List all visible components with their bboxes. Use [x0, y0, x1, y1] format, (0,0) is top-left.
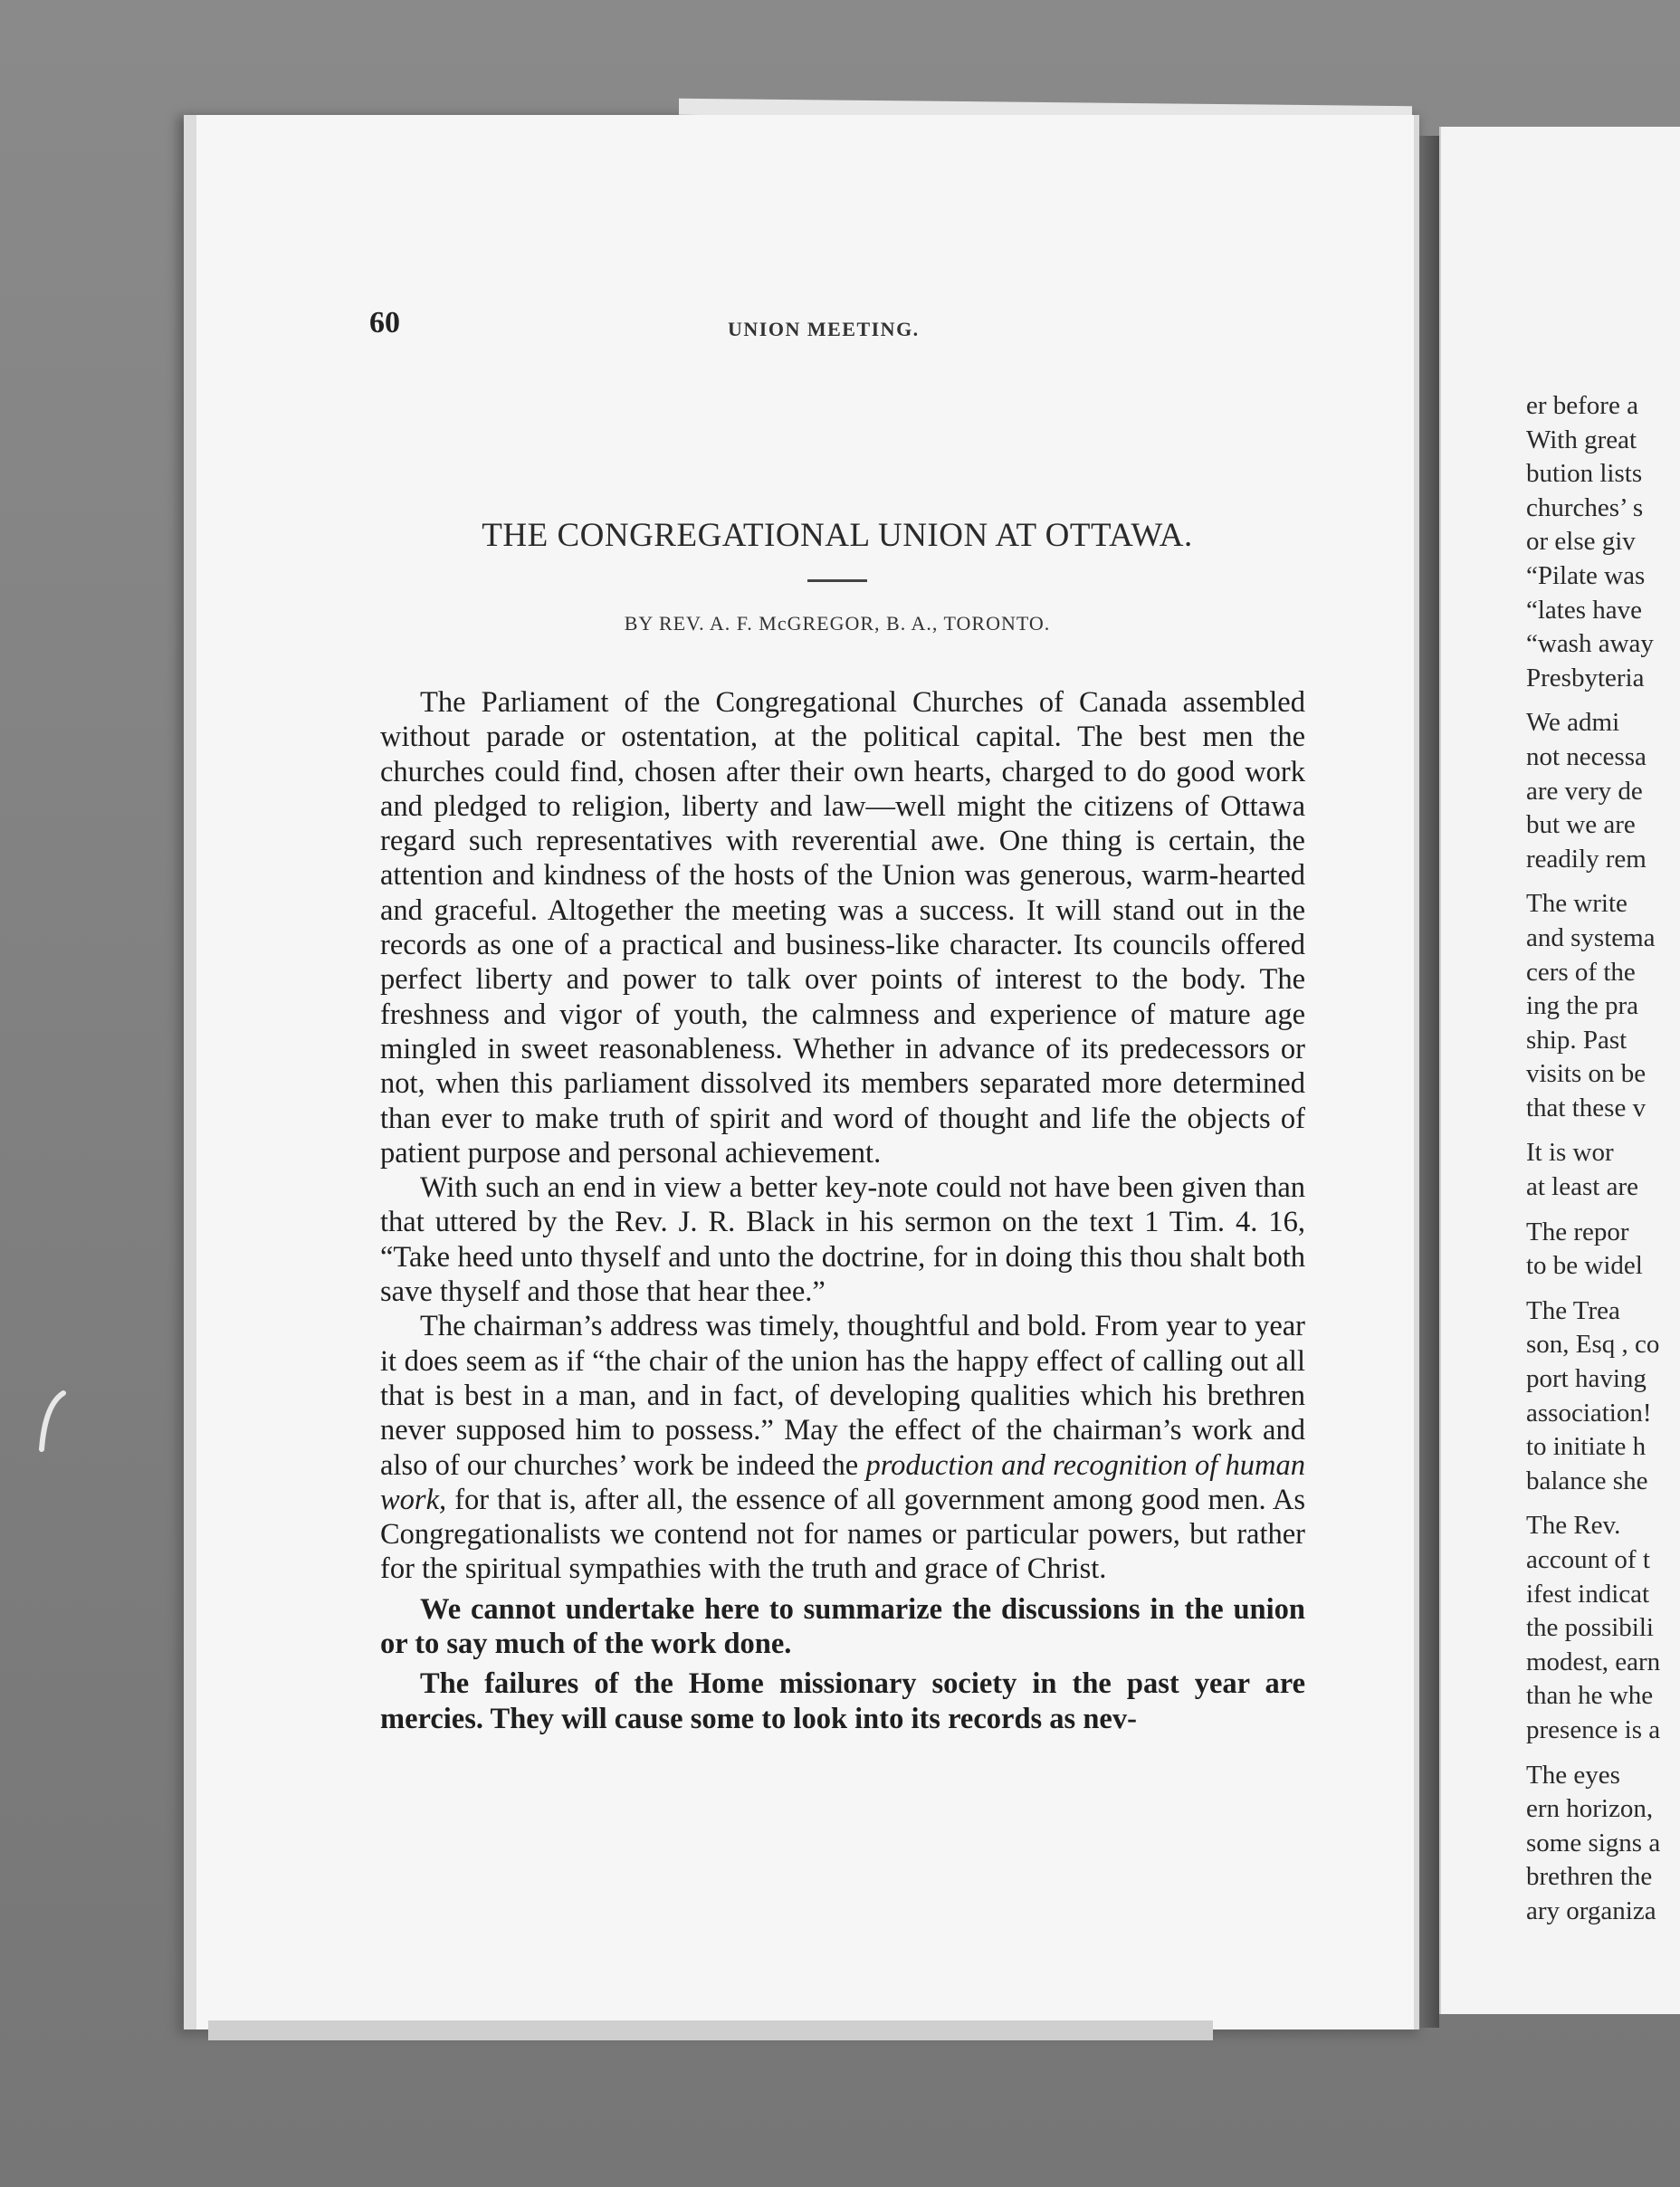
facing-page-line: to be widel [1526, 1251, 1643, 1281]
facing-page-line: modest, earn [1526, 1647, 1661, 1676]
article-byline: BY REV. A. F. McGREGOR, B. A., TORONTO. [624, 612, 1051, 635]
facing-page-line: but we are [1526, 810, 1636, 840]
running-title: UNION MEETING. [728, 318, 920, 340]
facing-page-line: The Trea [1526, 1295, 1620, 1325]
facing-page-line: balance she [1526, 1466, 1648, 1495]
paragraph [380, 1309, 1305, 1586]
facing-page-line: brethren the [1526, 1862, 1653, 1892]
paragraph-text: for that is, after all, the essence of all government among good men. As Congregationalists we contend not for names or particular powers, but rather for the spiritual sympathies with the truth and grace of Christ. [380, 1483, 1306, 1586]
page-bottom-edge [208, 2020, 1213, 2040]
paragraph-text: The chairman’s address was timely, thoughtful and bold. From year to year it does seem as if “the chair of the union has the happy effect of calling out all that is best in a man, and in fact, of developing qualities which his brethren never supposed him to possess.” May the effect of the chairman’s work and also of our churches’ work be indeed the [380, 1310, 1305, 1482]
facing-page-line: cers of the [1526, 957, 1636, 987]
facing-page-line: that these v [1526, 1093, 1647, 1122]
paragraph: We cannot undertake here to summarize the discussions in the union or to say much of the work done. [380, 1592, 1305, 1661]
facing-page-line: churches’ s [1526, 492, 1644, 522]
facing-page-line: are very de [1526, 776, 1643, 806]
facing-page-line: to initiate h [1526, 1432, 1647, 1462]
facing-page-line: “wash away [1526, 629, 1654, 659]
paragraph: The failures of the Home missionary society in the past year are mercies. They will cause some to look into its records as nev- [380, 1667, 1305, 1735]
facing-page-line: The write [1526, 889, 1628, 919]
facing-page-line: Presbyteria [1526, 663, 1645, 692]
paragraph-gap [1526, 695, 1680, 706]
facing-page-line: The eyes [1526, 1760, 1620, 1790]
paragraph-gap [1526, 1205, 1680, 1216]
facing-page-line: The Rev. [1526, 1511, 1621, 1541]
article-title: THE CONGREGATIONAL UNION AT OTTAWA. [482, 517, 1193, 554]
facing-page-line: ern horizon, [1526, 1794, 1654, 1824]
facing-page-line: We admi [1526, 708, 1620, 738]
facing-page-line: presence is a [1526, 1714, 1661, 1744]
facing-page-line: visits on be [1526, 1059, 1647, 1089]
facing-page-line: readily rem [1526, 844, 1647, 874]
paragraph-gap [1526, 1748, 1680, 1759]
scan-mark [36, 1390, 72, 1453]
paragraph: The Parliament of the Congregational Churches of Canada assembled without parade or ostentation, at the political capital. The best men the churches could find, chosen after their own hearts, charged to do good work and pledged to religion, liberty and law—well might the citizens of Ottawa regard such representatives with reverential awe. One thing is certain, the attention and kindness of the hosts of the Union was generous, warm-hearted and graceful. Altogether the meeting was a success. It will stand out in the records as one of a practical and business-like character. Its councils offered perfect liberty and power to talk over points of interest to the body. The freshness and vigor of youth, the calmness and experience of mature age mingled in sweet reasonableness. Whether in advance of its predecessors or not, when this parliament dissolved its members separated more determined than ever to make truth of spirit and word of thought and life the objects of patient purpose and personal achievement. [380, 686, 1305, 1170]
facing-page-line: It is wor [1526, 1138, 1614, 1168]
facing-page-line: The repor [1526, 1217, 1629, 1246]
facing-page-line: not necessa [1526, 741, 1647, 771]
facing-page-line: port having [1526, 1364, 1647, 1394]
facing-page-line: “lates have [1526, 595, 1643, 625]
facing-page-line: the possibili [1526, 1613, 1654, 1643]
facing-page-line: than he whe [1526, 1681, 1654, 1711]
facing-page-line: son, Esq , co [1526, 1330, 1660, 1360]
paragraph-gap [1526, 1498, 1680, 1509]
facing-page-line: bution lists [1526, 459, 1643, 489]
book-gutter [1419, 136, 1439, 2028]
facing-page-line: and systema [1526, 922, 1656, 952]
emphasis-text: production and recognition of human work, [380, 1448, 1305, 1516]
facing-page-line: some signs a [1526, 1828, 1661, 1858]
facing-page-line: or else giv [1526, 527, 1636, 557]
facing-page-line: ship. Past [1526, 1025, 1628, 1055]
paragraph-gap [1526, 876, 1680, 887]
paragraph-gap [1526, 1284, 1680, 1294]
facing-page-line: ary organiza [1526, 1896, 1656, 1925]
paragraph-gap [1526, 1125, 1680, 1136]
title-rule [807, 579, 867, 582]
facing-page-text [1526, 389, 1680, 1929]
facing-page-line: account of t [1526, 1545, 1650, 1574]
facing-page-line: ing the pra [1526, 991, 1639, 1021]
facing-page-line: er before a [1526, 391, 1638, 420]
facing-page-line: association! [1526, 1398, 1652, 1428]
article-body [380, 685, 1305, 1742]
page-number: 60 [369, 306, 400, 339]
running-header [362, 306, 1312, 351]
paragraph: With such an end in view a better key-note could not have been given than that uttered by the Rev. J. R. Black in his sermon on the text 1 Tim. 4. 16, “Take heed unto thyself and unto the doctrine, for in doing this thou shalt both save thyself and those that hear thee.” [380, 1171, 1305, 1309]
facing-page-line: With great [1526, 425, 1637, 454]
facing-page-line: ifest indicat [1526, 1579, 1650, 1609]
facing-page-line: “Pilate was [1526, 560, 1646, 590]
facing-page-line: at least are [1526, 1172, 1638, 1202]
